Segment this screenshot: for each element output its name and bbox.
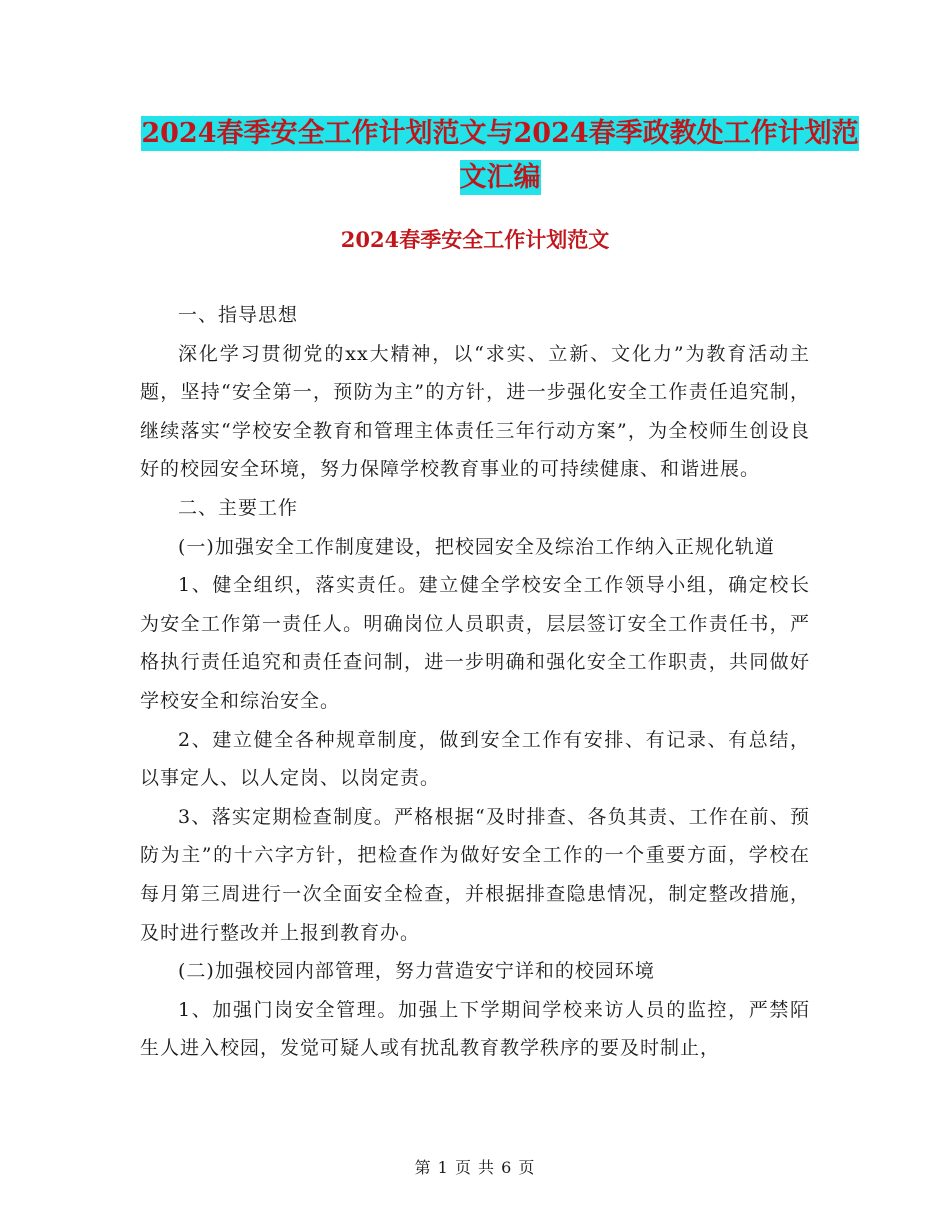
subheading: (一)加强安全工作制度建设，把校园安全及综治工作纳入正规化轨道 [178,535,775,558]
paragraph: 1、加强门岗安全管理。加强上下学期间学校来访人员的监控，严禁陌生人进入校园，发觉可疑人或有扰乱教育教学秩序的要及时制止， [140,998,810,1060]
heading-main-work: 二、主要工作 [178,496,299,519]
section-title: 2024春季安全工作计划范文 [340,227,610,252]
subheading: (二)加强校园内部管理，努力营造安宁详和的校园环境 [178,960,655,983]
document-body [140,296,810,1068]
paragraph: 2、建立健全各种规章制度，做到安全工作有安排、有记录、有总结，以事定人、以人定岗、以岗定责。 [140,728,810,790]
document-title-text: 2024春季安全工作计划范文与2024春季政教处工作计划范文汇编 [141,118,859,193]
page-footer: 第 1 页 共 6 页 [414,1158,536,1177]
paragraph: 深化学习贯彻党的xx大精神，以“求实、立新、文化力”为教育活动主题，坚持“安全第一，预防为主”的方针，进一步强化安全工作责任追究制，继续落实“学校安全教育和管理主体责任三年行动方案”，为全校师生创设良好的校园安全环境，努力保障学校教育事业的可持续健康、和谐进展。 [140,342,810,481]
paragraph: 3、落实定期检查制度。严格根据“及时排查、各负其责、工作在前、预防为主”的十六字方针，把检查作为做好安全工作的一个重要方面，学校在每月第三周进行一次全面安全检查，并根据排查隐患情况，制定整改措施，及时进行整改并上报到教育办。 [140,805,810,944]
document-title [130,112,870,200]
heading-guiding-ideology: 一、指导思想 [178,304,299,326]
paragraph: 1、健全组织，落实责任。建立健全学校安全工作领导小组，确定校长为安全工作第一责任人。明确岗位人员职责，层层签订安全工作责任书，严格执行责任追究和责任查问制，进一步明确和强化安全工作职责，共同做好学校安全和综治安全。 [140,574,810,712]
